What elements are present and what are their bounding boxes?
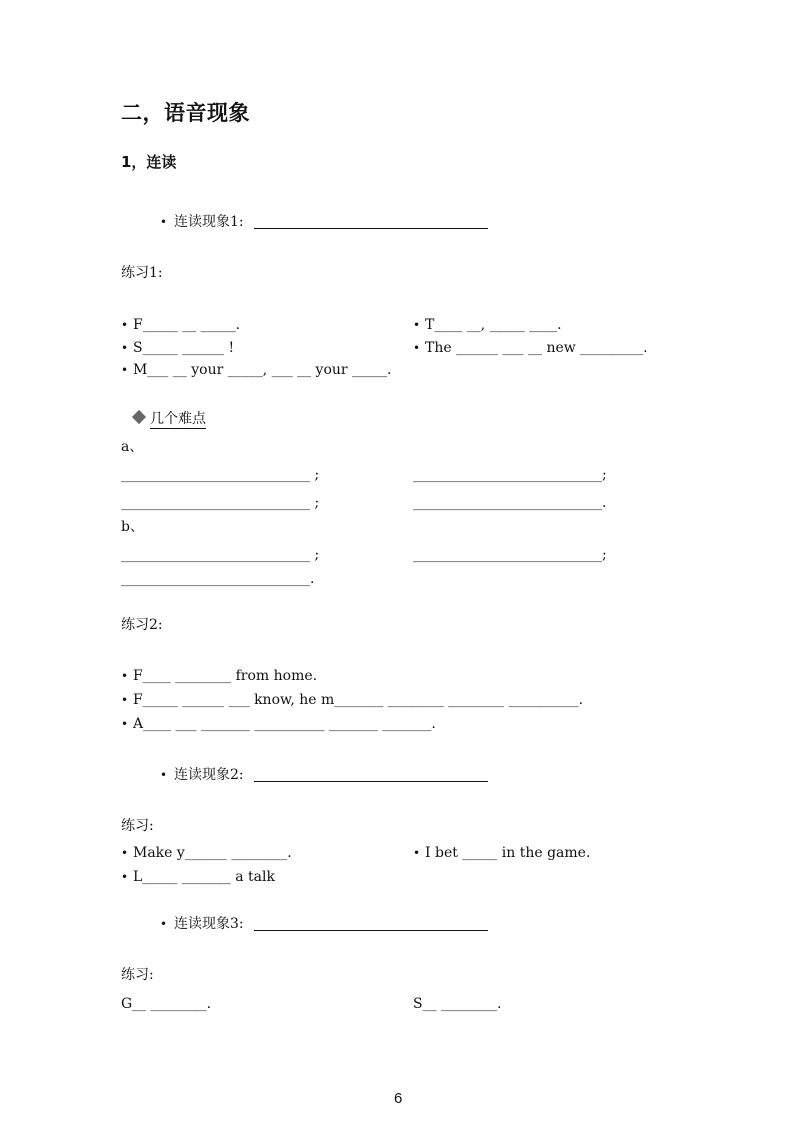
difficulties-heading bbox=[134, 412, 206, 426]
exercise-3-left-item: • L_____ _______ a talk bbox=[121, 869, 275, 885]
exercise-1-left-item: • S_____ ______ ! bbox=[121, 340, 235, 356]
exercise-2-item: • F____ ________ from home. bbox=[121, 668, 318, 684]
phenomenon-3-answer-line[interactable] bbox=[254, 916, 488, 931]
bullet-icon: • bbox=[413, 341, 421, 355]
difficulties-a-line[interactable]: ___________________________ ; bbox=[121, 467, 320, 483]
phenomenon-1-label: 连读现象1: bbox=[174, 214, 244, 230]
exercise-3-left-item: • Make y______ ________. bbox=[121, 845, 292, 861]
phenomenon-3-row bbox=[160, 916, 488, 931]
phenomenon-3-label: 连读现象3: bbox=[174, 916, 244, 932]
difficulties-b-line[interactable]: ___________________________ ; bbox=[121, 547, 320, 563]
bullet-icon: • bbox=[160, 917, 168, 931]
bullet-icon: • bbox=[121, 669, 129, 683]
phenomenon-1-answer-line[interactable] bbox=[254, 214, 488, 229]
exercise-4-left-item: G__ ________. bbox=[121, 996, 212, 1012]
phenomenon-2-label: 连读现象2: bbox=[174, 767, 244, 783]
difficulties-b-line[interactable]: ___________________________; bbox=[413, 547, 607, 563]
exercise-3-right-item: • I bet _____ in the game. bbox=[413, 845, 591, 861]
difficulties-a-line[interactable]: ___________________________; bbox=[413, 467, 607, 483]
difficulties-a-line[interactable]: ___________________________ ; bbox=[121, 495, 320, 511]
bullet-icon: • bbox=[160, 215, 168, 229]
bullet-icon: • bbox=[121, 717, 129, 731]
exercise-2-label: 练习2: bbox=[121, 617, 163, 633]
bullet-icon: • bbox=[121, 341, 129, 355]
bullet-icon: • bbox=[413, 318, 421, 332]
bullet-icon: • bbox=[160, 768, 168, 782]
bullet-icon: • bbox=[121, 846, 129, 860]
exercise-1-right-item: • The ______ ___ __ new _________. bbox=[413, 340, 648, 356]
difficulties-a-label: a、 bbox=[121, 439, 144, 455]
section-title: 二，语音现象 bbox=[121, 100, 250, 125]
difficulties-a-line[interactable]: ___________________________. bbox=[413, 495, 607, 511]
exercise-1-right-item: • T____ __, _____ ____. bbox=[413, 317, 562, 333]
exercise-1-left-item: • M___ __ your _____, ___ __ your _____. bbox=[121, 362, 392, 378]
page-number: 6 bbox=[394, 1090, 403, 1107]
difficulties-title: 几个难点 bbox=[150, 411, 206, 427]
exercise-2-item: • F_____ ______ ___ know, he m_______ ________ ________ __________. bbox=[121, 692, 584, 708]
bullet-icon: • bbox=[413, 846, 421, 860]
exercise-4-right-item: S__ ________. bbox=[413, 996, 502, 1012]
diamond-bullet-icon bbox=[132, 410, 146, 424]
bullet-icon: • bbox=[121, 693, 129, 707]
phenomenon-2-answer-line[interactable] bbox=[254, 767, 488, 782]
difficulties-b-label: b、 bbox=[121, 519, 144, 535]
bullet-icon: • bbox=[121, 318, 129, 332]
exercise-1-left-item: • F_____ __ _____. bbox=[121, 317, 241, 333]
difficulties-b-line[interactable]: ___________________________. bbox=[121, 571, 315, 587]
phenomenon-2-row bbox=[160, 767, 488, 782]
subsection-title: 1，连读 bbox=[121, 153, 177, 171]
phenomenon-1-row bbox=[160, 214, 488, 229]
bullet-icon: • bbox=[121, 870, 129, 884]
exercise-1-label: 练习1: bbox=[121, 265, 163, 281]
exercise-4-label: 练习: bbox=[121, 967, 154, 983]
exercise-3-label: 练习: bbox=[121, 818, 154, 834]
bullet-icon: • bbox=[121, 363, 129, 377]
exercise-2-item: • A____ ___ _______ __________ _______ _______. bbox=[121, 716, 436, 732]
